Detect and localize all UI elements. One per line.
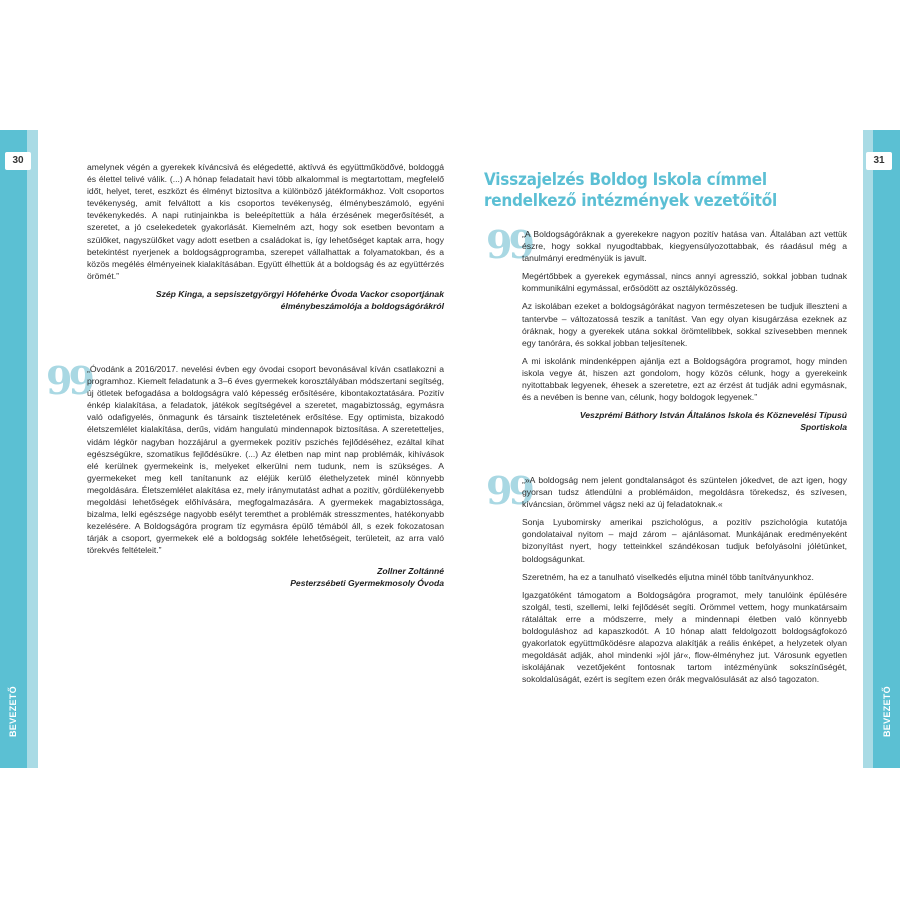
right-quote-block-2	[522, 474, 847, 692]
left-quote-block	[87, 363, 444, 589]
page-number-left: 30	[5, 152, 31, 170]
right-side-strip	[863, 130, 873, 768]
quote-text: „Óvodánk a 2016/2017. nevelési évben egy óvodai csoport bevonásával kíván csatlakozni a programhoz. Kiemelt feladatunk a 3–6 éves gyermekek korosztályában módszertani segítség, új ötletek befogadása a boldogságra való képesség erősítésére, kibontakoztatására. Pozitív énkép kialakítása, a feladatok, játékok segítségével a szeretet, magabiztosság, egymásra való odafigyelés, önmagunk és társaink tiszteletének erősítése. Egy optimista, bizakodó életszemlélet kialakítása, derűs, vidám hangulatú mindennapok biztosítása. A szeretetteljes, vidám légkör nagyban hozzájárul a gyermekek pozitív pszichés fejlődéséhez, ezáltal kihat egészségükre, szomatikus fejlődésükre. (...) Az életben nap mint nap problémák, kihívások elé kerülnek gyermekeink is, melyeket elkerülni nem tudunk, nem is szükséges. A gyermekeket meg kell tanítanunk az eléjük kerülő élethelyzetek minél könnyebb megoldására. Életszemlélet alakítása ez, mely iránymutatást adhat a pozitív, gördülékenyebb megoldási lehetőségek előhívására, megfogalmazására. A gyermekek magabiztossága, bizalma, lelki egészsége nagyobb esélyt teremthet a problémák stresszmentes, hatékonyabb kezelésére. A Boldogságóra program tíz egymásra épülő témából áll, s ezek fokozatosan tárják a csoport, gyermekek elé a boldogság sokféle lehetőségeit, területeit, az arra való törekvés feltételeit.”	[87, 364, 444, 556]
signature-1	[522, 409, 847, 433]
paragraph: „»A boldogság nem jelent gondtalanságot és szüntelen jókedvet, de azt igen, hogy gyorsan tudsz átlendülni a problémáidon, megoldásra törekedsz, és szívesen, kíváncsian, örömmel vágsz neki az új feladatoknak.«	[522, 475, 847, 510]
paragraph: Megértőbbek a gyerekek egymással, nincs annyi agresszió, sokkal jobban tudnak kommunikálni egymással, erősödött az osztályközösség.	[522, 271, 847, 294]
left-side-band	[0, 130, 27, 768]
paragraph: A mi iskolánk mindenképpen ajánlja ezt a Boldogságóra programot, hogy minden iskola vegye át, hiszen azt gondolom, hogy közös célunk, hogy a gyerekeink nyitottabbak legyenek, éhesek a szeretetre, ezt az érzést át tudják adni egymásnak, és a nevében is benne van, célunk, hogy boldogok legyenek.”	[522, 355, 847, 403]
continued-quote-text: amelynek végén a gyerekek kíváncsivá és elégedetté, aktívvá és együttműködővé, boldoggá és élettel telivé válik. (...) A hónap feladatait havi több alkalommal is megtartottam, megfelelő időt, helyet, teret, eszközt és élményt biztosítva a különböző játékformákhoz. Volt csoportos tevékenység, amit felváltott a kis csoportos tevékenység, élménybeszámoló, egyéni tevékenykedés. A napi rutinjainkba is beleépítettük a hála érzésének megerősítését, a szeretet, a jó cselekedetek gyakorlását. Kiemelném azt, hogy sok esetben bevontam a szülőket, nagyszülőket vagy adott esetben a családokat is, így lehetőséget kaptak arra, hogy betekintést nyerjenek a boldogságprogramba, szerepet vállalhattak a folyamatokban, és a közös megélés élményeinek kialakításában. Együtt élhettük át a boldogság és az együttérzés örömét.”	[87, 162, 444, 281]
paragraph: Sonja Lyubomirsky amerikai pszichológus, a pozitív pszichológia kutatója gondolataival nyitom – majd zárom – ajánlásomat. Munkájának eredményeként bizonyítást nyert, hogy tetteinkkel szándékosan tudjuk befolyásolni jólétünket, boldogságunkat.	[522, 517, 847, 564]
left-continued-block	[87, 161, 444, 312]
signature-line: Pesterzsébeti Gyermekmosoly Óvoda	[290, 577, 444, 588]
signature-line: Veszprémi Báthory István Általános Iskola és Köznevelési Típusú	[579, 410, 847, 421]
section-heading: Visszajelzés Boldog Iskola címmel rendelkező intézmények vezetőitől	[484, 170, 777, 211]
right-side-band	[873, 130, 900, 768]
paragraph: „A Boldogságóráknak a gyerekekre nagyon pozitív hatása van. Általában azt vettük észre, hogy sokkal nyugodtabbak, kiegyensúlyozottabbak, és ráadásul még a tanulmányi eredményük is javult.	[522, 229, 847, 264]
signature-line: Zollner Zoltánné	[377, 565, 444, 576]
paragraph: Szeretném, ha ez a tanulható viselkedés eljutna minél több tanítványunkhoz.	[522, 571, 814, 582]
signature-line: Szép Kinga, a sepsiszetgyörgyi Hófehérke Óvoda Vackor csoportjának	[155, 288, 444, 299]
page-number-right: 31	[866, 152, 892, 170]
quote-icon: 99	[486, 468, 531, 513]
signature-1	[87, 288, 444, 312]
quote-icon: 99	[46, 358, 91, 403]
signature-line: Sportiskola	[800, 422, 847, 433]
section-label-left: BEVEZETŐ	[8, 686, 18, 737]
paragraph: Az iskolában ezeket a boldogságórákat nagyon természetesen be tudjuk illeszteni a tantervbe – változatossá teszik a tanítást. Van egy olyan kisugárzása ezeknek az óráknak, hogy a gyerekek utána sokkal örömtelibbek, sokkal szívesebben mennek egy tanórára, és sokkal jobban teljesítenek.	[522, 301, 847, 348]
signature-line: élménybeszámolója a boldogságórákról	[280, 301, 444, 312]
left-side-strip	[27, 130, 38, 768]
paragraph: Igazgatóként támogatom a Boldogságóra programot, mely tanulóink épülésére szolgál, testi, szellemi, lelki fejlődését segíti. Örömmel vettem, hogy munkatársaim rátaláltak erre a módszerre, mely a mindennapi életben való könnyebb boldoguláshoz ad kapaszkodót. A 10 hónap alatt feldolgozott boldogságfokozó gyakorlatok együttműködésre alapozva alakítják a reális énképet, a helyzetek olyan megoldását adják, ahol mindenki »jól jár«, flow-élményhez jut. Városunk egyetlen iskolájának vezetőjeként fontosnak tartom intézményünk sokszínűségét, sokoldalúságát, ezért is segítem ezen órák megvalósulását az alsó tagozaton.	[522, 589, 847, 685]
signature-2	[87, 565, 444, 589]
quote-icon: 99	[486, 222, 531, 267]
right-quote-block-1	[522, 228, 847, 433]
section-label-right: BEVEZETŐ	[882, 686, 892, 737]
